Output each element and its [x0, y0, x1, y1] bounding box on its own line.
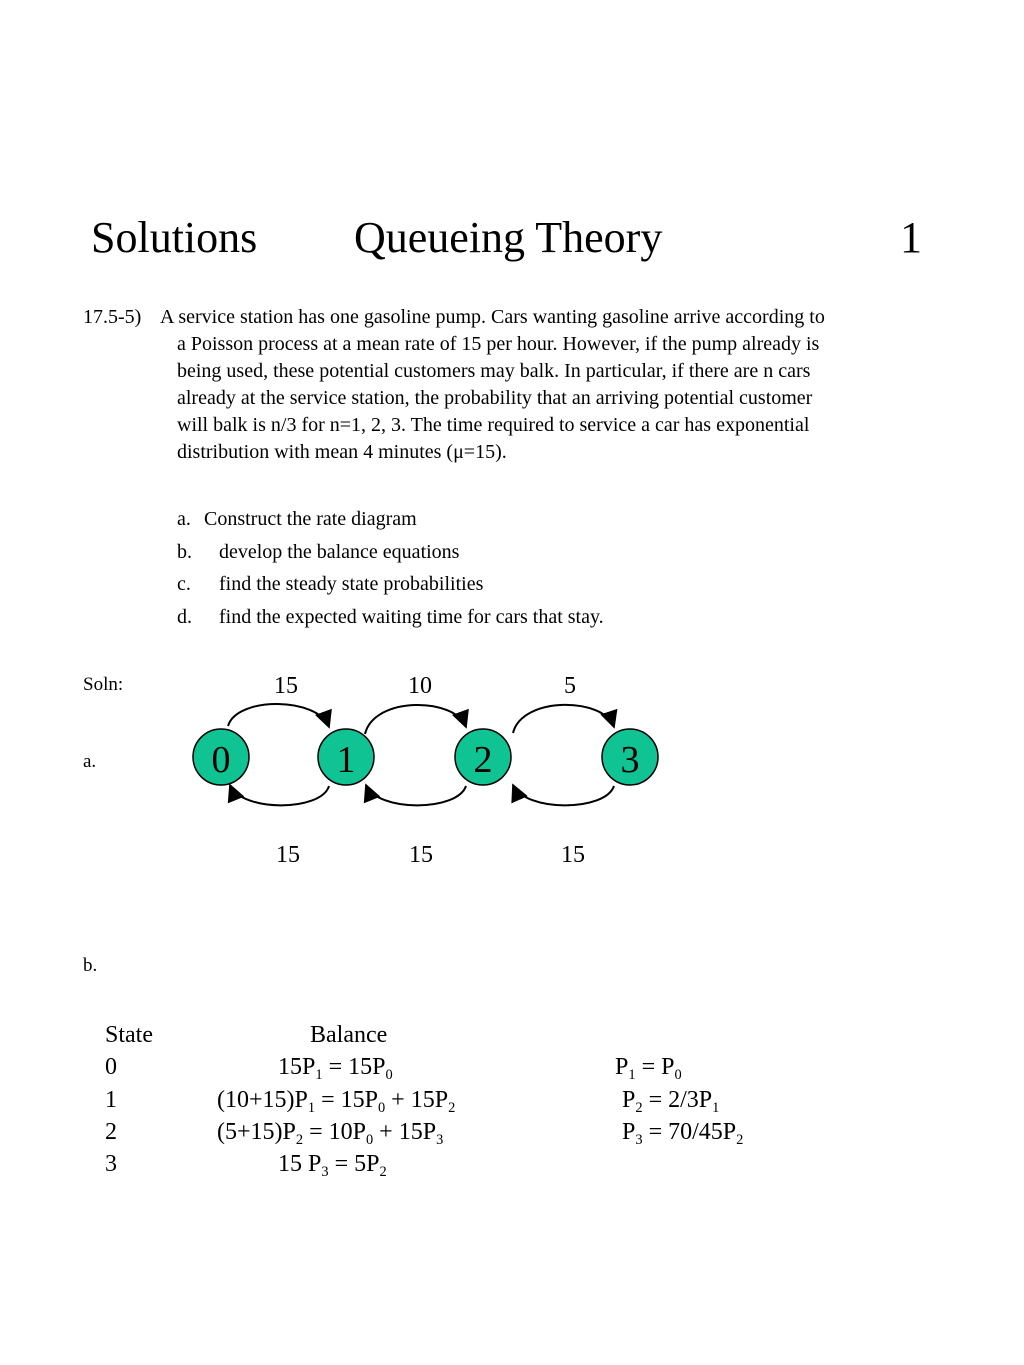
- service-arrow: [366, 785, 466, 805]
- question-text: develop the balance equations: [219, 541, 460, 563]
- problem-number: 17.5-5): [83, 306, 142, 328]
- state-cell: 2: [105, 1119, 117, 1145]
- arrival-rate-label: 5: [564, 673, 576, 699]
- arrival-rate-label: 10: [408, 673, 432, 699]
- problem-line: A service station has one gasoline pump. Cars wanting gasoline arrive according to: [160, 306, 825, 328]
- solved-equation: $P_3 = 70/45P_2$: [622, 1119, 744, 1149]
- soln-label: Soln:: [83, 674, 124, 695]
- service-rate-label: 15: [276, 842, 300, 868]
- part-a-label: a.: [83, 751, 97, 772]
- solved-equation: $P_1 = P_0$: [615, 1054, 682, 1084]
- question-text: Construct the rate diagram: [204, 508, 417, 530]
- part-b-label: b.: [83, 955, 98, 976]
- balance-column-header: Balance: [310, 1022, 388, 1048]
- question-label: d.: [177, 606, 192, 628]
- problem-line: will balk is n/3 for n=1, 2, 3. The time required to service a car has exponential: [177, 414, 810, 436]
- state-node-1: [318, 729, 374, 785]
- state-label: 2: [473, 739, 493, 781]
- service-arrow: [513, 785, 614, 805]
- state-label: 0: [211, 739, 231, 781]
- question-label: b.: [177, 541, 192, 563]
- solved-equation: $P_2 = 2/3P_1$: [622, 1087, 720, 1117]
- question-label: c.: [177, 573, 191, 595]
- balance-equation: $(5+15)P_2 = 10P_0 + 15P_3$: [217, 1119, 444, 1149]
- problem-line: already at the service station, the probability that an arriving potential customer: [177, 387, 813, 409]
- header-center-title: Queueing Theory: [354, 213, 663, 262]
- state-node-3: [602, 729, 658, 785]
- service-arrow: [230, 785, 329, 805]
- problem-line: a Poisson process at a mean rate of 15 per hour. However, if the pump already is: [177, 333, 820, 355]
- state-label: 1: [336, 739, 356, 781]
- service-rate-label: 15: [409, 842, 433, 868]
- page-number: 1: [900, 213, 922, 262]
- problem-line: being used, these potential customers may balk. In particular, if there are n cars: [177, 360, 811, 382]
- balance-equation: $(10+15)P_1 = 15P_0 + 15P_2$: [217, 1087, 456, 1117]
- question-text: find the expected waiting time for cars that stay.: [219, 606, 604, 628]
- question-text: find the steady state probabilities: [219, 573, 484, 595]
- arrival-rate-label: 15: [274, 673, 298, 699]
- state-label: 3: [620, 739, 640, 781]
- state-cell: 0: [105, 1054, 117, 1080]
- balance-equation: $15P_1 = 15P_0$: [278, 1054, 393, 1084]
- state-column-header: State: [105, 1022, 153, 1048]
- question-label: a.: [177, 508, 191, 530]
- problem-line: distribution with mean 4 minutes (μ=15).: [177, 441, 507, 463]
- state-cell: 3: [105, 1151, 117, 1177]
- state-node-0: [193, 729, 249, 785]
- header-left-title: Solutions: [91, 213, 258, 262]
- arrival-arrow: [228, 704, 329, 727]
- balance-equation: 15 $P_3 = 5P_2$: [278, 1151, 387, 1181]
- arrival-arrow: [365, 705, 466, 734]
- state-cell: 1: [105, 1087, 117, 1113]
- state-node-2: [455, 729, 511, 785]
- arrival-arrow: [513, 705, 614, 733]
- service-rate-label: 15: [561, 842, 585, 868]
